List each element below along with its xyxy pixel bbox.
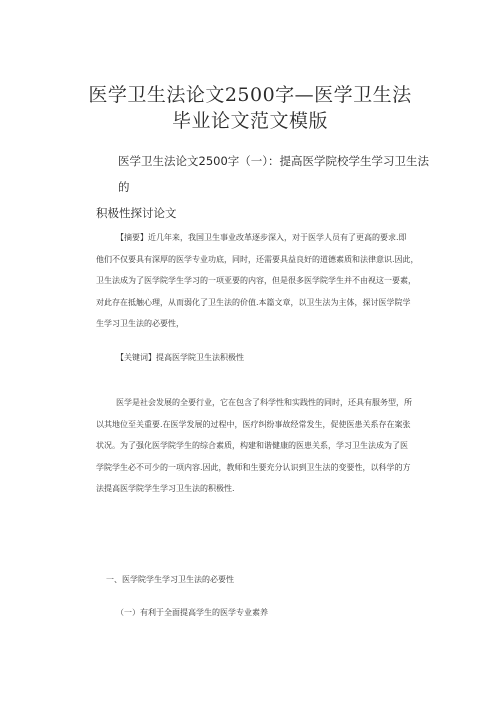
paragraph-line: 学院学生必不可少的一项内容.因此，教师和生要充分认识到卫生法的变要性，以科学的方: [96, 462, 411, 472]
subsection-heading: （一）有利于全面提高学生的医学专业素养: [116, 608, 268, 617]
document-title-line-2: 毕业论文范文模版: [171, 110, 328, 132]
keywords-line: [96, 347, 436, 369]
article-subtitle-line-1: 医学卫生法论文2500字（一）：提高医学院校学生学习卫生法的: [118, 154, 430, 194]
abstract-line: 他们不仅要具有深厚的医学专业功底，同时，还需要具益良好的道德素质和法律意识.因此，: [96, 254, 419, 264]
abstract-line: 卫生法成为了医学院学生学习的一项亚要的内容，但是很多医学院学生并不由视这一要素，: [96, 276, 416, 285]
document-title-line-1: 医学卫生法论文2500字—医学卫生法: [88, 84, 412, 106]
abstract-line: 生学习卫生法的必要性，: [96, 319, 184, 328]
article-subtitle-line-2: 积极性探讨论文: [96, 206, 177, 220]
paragraph-line: 医学是社会发展的全要行业，它在包含了科学性和实践性的同时，还具有服务型，所: [116, 398, 412, 407]
paragraph-line: 法提高医学院学生学习卫生法的积极性.: [96, 484, 235, 493]
keywords-text: 【关键词】提高医学院卫生法积极性: [116, 353, 244, 362]
paragraph-line: 以其地位至关重要.在医学发展的过程中，医疗纠纷事故经常发生，促使医患关系存在案张: [96, 419, 411, 429]
abstract-line: 对此存在抵触心理，从而弱化了卫生法的价值.本篇文章，以卫生法为主体，探讨医学院学: [96, 297, 411, 307]
abstract-paragraph: [96, 227, 436, 335]
paragraph-line: 状况。为了强化医学院学生的综合素质，构建和谐健康的医患关系，学习卫生法成为了医: [96, 441, 408, 450]
article-subtitle: [96, 148, 436, 226]
intro-paragraph: [96, 392, 436, 500]
abstract-line: 【摘要】近几年来，我国卫生事业改革逐步深入，对于医学人员有了更高的要求.即: [116, 233, 407, 242]
section-heading: 一、医学院学生学习卫生法的必要性: [106, 575, 234, 584]
